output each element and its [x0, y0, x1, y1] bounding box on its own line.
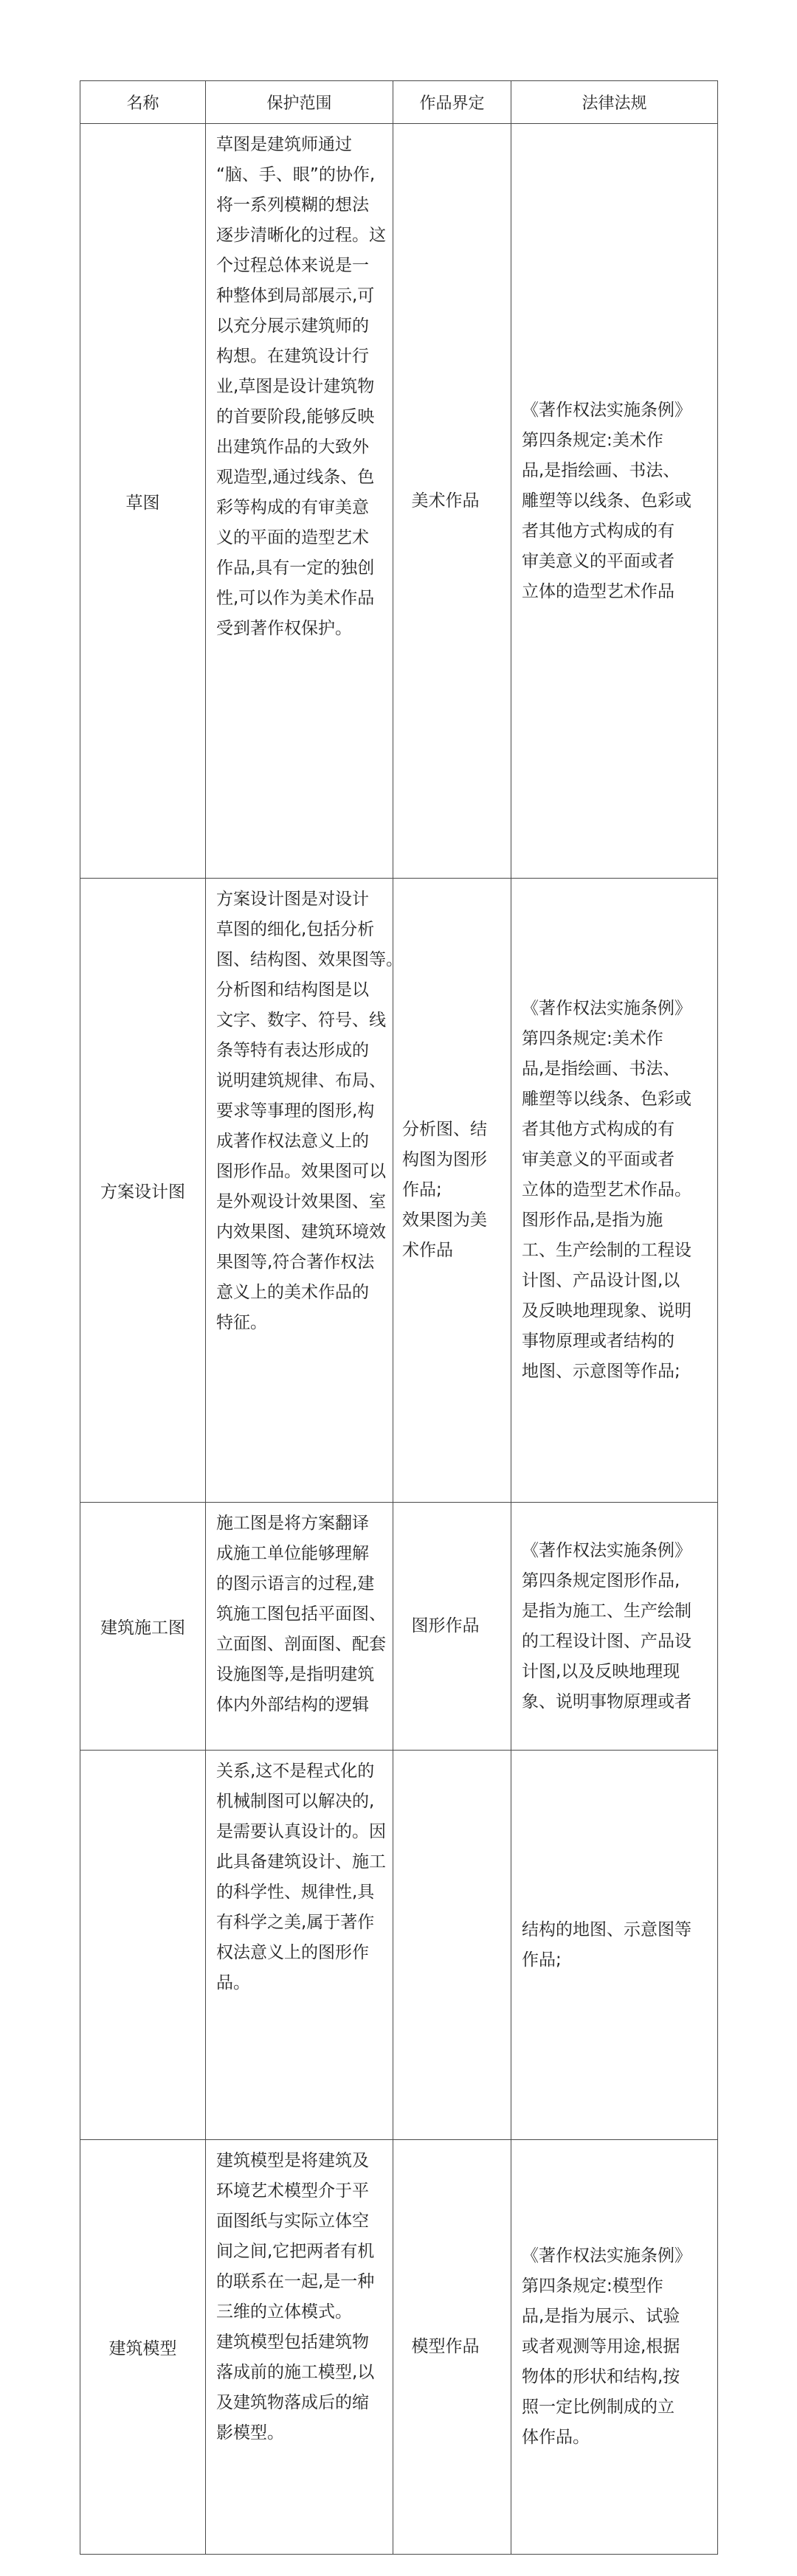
- text-line: 个过程总体来说是一: [216, 256, 369, 275]
- row-name-cell: 草图: [80, 124, 206, 879]
- text-line: 图形作品: [411, 1616, 480, 1635]
- text-line: 施工图是将方案翻译: [216, 1514, 369, 1533]
- text-line: 种整体到局部展示,可: [216, 286, 375, 305]
- text-line: 《著作权法实施条例》: [522, 1540, 691, 1560]
- header-law: 法律法规: [511, 81, 718, 124]
- text-line: 建筑模型是将建筑及: [216, 2151, 369, 2170]
- text-line: 分析图、结: [402, 1120, 487, 1139]
- text-line: 意义上的美术作品的: [216, 1283, 369, 1302]
- text-line: 性,可以作为美术作品: [216, 589, 375, 608]
- text-line: 第四条规定:模型作: [522, 2276, 663, 2296]
- text-line: 术作品: [402, 1241, 453, 1260]
- text-line: 的图示语言的过程,建: [216, 1574, 375, 1593]
- text-line: 逐步清晰化的过程。这: [216, 226, 386, 245]
- text-line: 构图为图形: [402, 1150, 487, 1169]
- row-type-cell: [393, 124, 511, 879]
- header-row: [80, 81, 718, 124]
- text-line: 图形作品,是指为施: [522, 1211, 663, 1230]
- text-line: 结构的地图、示意图等: [522, 1919, 691, 1939]
- text-line: 及建筑物落成后的缩: [216, 2393, 369, 2412]
- text-line: 彩等构成的有审美意: [216, 498, 369, 517]
- row-law-cell: [511, 124, 718, 879]
- row-name-cell: 方案设计图: [80, 879, 206, 1503]
- text-line: 条等特有表达形成的: [216, 1041, 369, 1060]
- text-line: 事物原理或者结构的: [522, 1332, 674, 1351]
- text-line: 者其他方式构成的有: [522, 521, 674, 541]
- text-line: 间之间,它把两者有机: [216, 2242, 375, 2261]
- text-line: 建筑模型包括建筑物: [216, 2333, 369, 2352]
- text-line: 地图、示意图等作品;: [522, 1362, 680, 1381]
- text-line: 出建筑作品的大致外: [216, 437, 369, 457]
- text-line: 品。: [216, 1973, 250, 1992]
- text-line: 图、结构图、效果图等。: [216, 950, 403, 969]
- text-line: 作品,具有一定的独创: [216, 558, 375, 578]
- text-line: 《著作权法实施条例》: [522, 999, 691, 1018]
- text-line: “脑、手、眼”的协作,: [216, 165, 376, 184]
- row-law-cell: [511, 1751, 718, 2140]
- law-text: [511, 1909, 717, 1981]
- text-line: 是外观设计效果图、室: [216, 1192, 386, 1211]
- row-type-cell: [393, 1503, 511, 1751]
- text-line: 文字、数字、符号、线: [216, 1011, 386, 1030]
- text-line: 义的平面的造型艺术: [216, 528, 369, 547]
- text-line: 的工程设计图、产品设: [522, 1631, 691, 1651]
- row-type-cell: [393, 1751, 511, 2140]
- text-line: 审美意义的平面或者: [522, 1150, 674, 1169]
- text-line: 工、生产绘制的工程设: [522, 1241, 691, 1260]
- text-line: 草图是建筑师通过: [216, 135, 352, 154]
- text-line: 立体的造型艺术作品。: [522, 1180, 691, 1199]
- text-line: 果图等,符合著作权法: [216, 1253, 375, 1272]
- text-line: 机械制图可以解决的,: [216, 1792, 375, 1811]
- text-line: 图形作品。效果图可以: [216, 1162, 386, 1181]
- text-line: 成著作权法意义上的: [216, 1132, 369, 1151]
- type-text: [393, 2326, 511, 2368]
- text-line: 第四条规定图形作品,: [522, 1571, 680, 1590]
- text-line: 构想。在建筑设计行: [216, 347, 369, 366]
- text-line: 立面图、剖面图、配套: [216, 1635, 386, 1654]
- text-line: 第四条规定:美术作: [522, 430, 663, 450]
- text-line: 受到著作权保护。: [216, 619, 352, 638]
- row-law-cell: [511, 2140, 718, 2555]
- text-line: 《著作权法实施条例》: [522, 400, 691, 420]
- scope-text: [206, 124, 393, 650]
- text-line: 品,是指为展示、试验: [522, 2307, 680, 2326]
- text-line: 分析图和结构图是以: [216, 980, 369, 1000]
- text-line: 面图纸与实际立体空: [216, 2212, 369, 2231]
- law-text: [511, 988, 717, 1393]
- text-line: 及反映地理现象、说明: [522, 1301, 691, 1320]
- type-text: [393, 1939, 511, 1951]
- text-line: 的首要阶段,能够反映: [216, 407, 375, 426]
- text-line: 第四条规定:美术作: [522, 1029, 663, 1048]
- scope-text: [206, 1503, 393, 1726]
- text-line: 计图、产品设计图,以: [522, 1271, 680, 1290]
- text-line: 美术作品: [411, 491, 480, 510]
- text-line: 作品;: [522, 1950, 562, 1970]
- text-line: 照一定比例制成的立: [522, 2397, 674, 2417]
- text-line: 效果图为美: [402, 1211, 487, 1230]
- row-name-cell: [80, 1751, 206, 2140]
- text-line: 要求等事理的图形,构: [216, 1101, 375, 1121]
- row-scope-cell: [206, 2140, 393, 2555]
- scope-text: [206, 2140, 393, 2454]
- law-text: [511, 2235, 717, 2459]
- text-line: 影模型。: [216, 2423, 284, 2442]
- type-text: [393, 480, 511, 522]
- text-line: 权法意义上的图形作: [216, 1943, 369, 1962]
- text-line: 体作品。: [522, 2428, 590, 2447]
- table-row: [80, 2140, 718, 2555]
- text-line: 落成前的施工模型,以: [216, 2363, 375, 2382]
- row-name-cell: 建筑模型: [80, 2140, 206, 2555]
- text-line: 筑施工图包括平面图、: [216, 1604, 386, 1624]
- type-text: [393, 1109, 511, 1272]
- text-line: 模型作品: [411, 2337, 480, 2356]
- row-type-cell: [393, 2140, 511, 2555]
- text-line: 计图,以及反映地理现: [522, 1661, 680, 1681]
- text-line: 将一系列模糊的想法: [216, 195, 369, 215]
- text-line: 此具备建筑设计、施工: [216, 1852, 386, 1872]
- header-work-type: 作品界定: [393, 81, 511, 124]
- text-line: 设施图等,是指明建筑: [216, 1665, 375, 1684]
- text-line: 雕塑等以线条、色彩或: [522, 1090, 691, 1109]
- table-row: [80, 124, 718, 879]
- law-text: [511, 1530, 717, 1723]
- text-line: 的科学性、规律性,具: [216, 1883, 375, 1902]
- text-line: 作品;: [402, 1180, 442, 1199]
- text-line: 立体的造型艺术作品: [522, 581, 674, 601]
- row-name-cell: 建筑施工图: [80, 1503, 206, 1751]
- header-name: 名称: [80, 81, 206, 124]
- table-row: [80, 879, 718, 1503]
- row-law-cell: [511, 879, 718, 1503]
- scope-text: [206, 1751, 393, 2004]
- text-line: 观造型,通过线条、色: [216, 468, 375, 487]
- text-line: 业,草图是设计建筑物: [216, 377, 375, 396]
- copyright-protection-table: [80, 80, 718, 2555]
- header-scope: 保护范围: [206, 81, 393, 124]
- row-scope-cell: [206, 879, 403, 1503]
- text-line: 品,是指绘画、书法、: [522, 1059, 680, 1078]
- text-line: 者其他方式构成的有: [522, 1120, 674, 1139]
- text-line: 以充分展示建筑师的: [216, 316, 369, 336]
- text-line: 草图的细化,包括分析: [216, 920, 375, 939]
- text-line: 是指为施工、生产绘制: [522, 1601, 691, 1621]
- scope-text: [206, 879, 403, 1344]
- text-line: 物体的形状和结构,按: [522, 2367, 680, 2386]
- text-line: 品,是指绘画、书法、: [522, 460, 680, 480]
- table-row: [80, 1503, 718, 1751]
- table-header: [80, 81, 718, 124]
- row-law-cell: [511, 1503, 718, 1751]
- text-line: 特征。: [216, 1313, 267, 1332]
- row-scope-cell: [206, 1503, 393, 1751]
- text-line: 说明建筑规律、布局、: [216, 1071, 386, 1090]
- text-line: 《著作权法实施条例》: [522, 2246, 691, 2265]
- text-line: 三维的立体模式。: [216, 2302, 352, 2321]
- row-type-cell: [393, 879, 511, 1503]
- text-line: 的联系在一起,是一种: [216, 2272, 375, 2291]
- row-scope-cell: [206, 1751, 393, 2140]
- row-scope-cell: [206, 124, 393, 879]
- text-line: 体内外部结构的逻辑: [216, 1695, 369, 1714]
- text-line: 环境艺术模型介于平: [216, 2181, 369, 2201]
- table-row: [80, 1751, 718, 2140]
- text-line: 审美意义的平面或者: [522, 551, 674, 571]
- text-line: 雕塑等以线条、色彩或: [522, 491, 691, 510]
- text-line: 或者观测等用途,根据: [522, 2337, 680, 2356]
- table-body: [80, 124, 718, 2555]
- text-line: 关系,这不是程式化的: [216, 1762, 375, 1781]
- text-line: 有科学之美,属于著作: [216, 1913, 375, 1932]
- text-line: 方案设计图是对设计: [216, 890, 369, 909]
- text-line: 是需要认真设计的。因: [216, 1822, 386, 1841]
- text-line: 象、说明事物原理或者: [522, 1692, 691, 1711]
- type-text: [393, 1605, 511, 1647]
- text-line: 内效果图、建筑环境效: [216, 1222, 386, 1242]
- text-line: 成施工单位能够理解: [216, 1544, 369, 1563]
- law-text: [511, 389, 717, 613]
